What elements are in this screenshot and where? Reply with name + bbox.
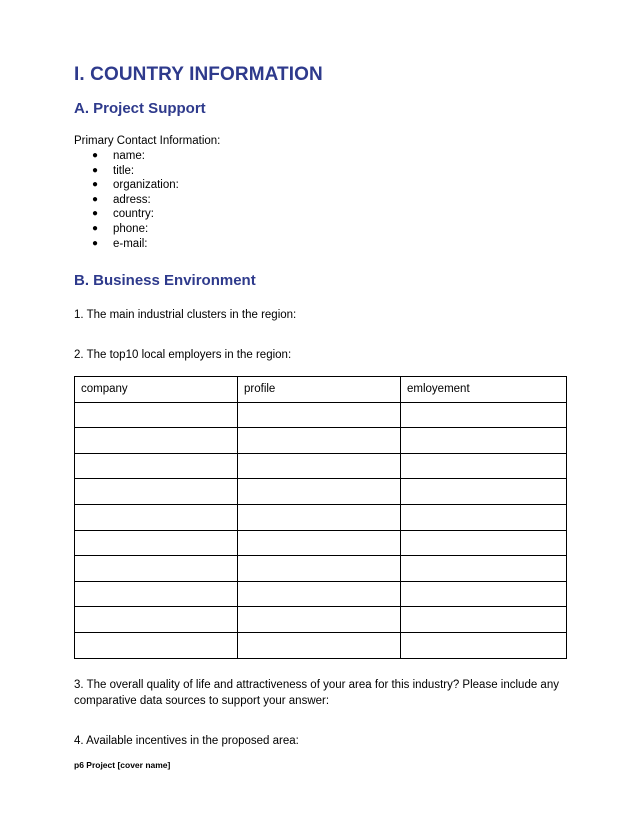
page-title: I. COUNTRY INFORMATION	[74, 64, 323, 85]
table-cell[interactable]	[238, 581, 401, 607]
list-item	[92, 149, 179, 164]
field-label: phone:	[113, 222, 149, 235]
list-item	[92, 164, 179, 179]
table-header-row	[75, 377, 567, 403]
table-row	[75, 530, 567, 556]
table-cell[interactable]	[401, 453, 567, 479]
column-header-company: company	[75, 377, 238, 403]
table-cell[interactable]	[401, 402, 567, 428]
question-4: 4. Available incentives in the proposed area:	[74, 735, 299, 747]
table-cell[interactable]	[401, 428, 567, 454]
table-cell[interactable]	[75, 428, 238, 454]
page-footer: p6 Project [cover name]	[74, 760, 171, 770]
question-1: 1. The main industrial clusters in the region:	[74, 309, 297, 321]
table-cell[interactable]	[401, 530, 567, 556]
table-cell[interactable]	[401, 607, 567, 633]
table-cell[interactable]	[401, 556, 567, 582]
field-label: e-mail:	[113, 237, 148, 250]
table-row	[75, 632, 567, 658]
table-cell[interactable]	[75, 632, 238, 658]
section-b-title: B. Business Environment	[74, 272, 256, 289]
bullet-icon: ●	[92, 193, 99, 205]
bullet-icon: ●	[92, 222, 99, 234]
field-label: country:	[113, 208, 154, 221]
table-cell[interactable]	[75, 581, 238, 607]
bullet-icon: ●	[92, 164, 99, 176]
table-row	[75, 581, 567, 607]
list-item	[92, 237, 179, 252]
table-cell[interactable]	[401, 632, 567, 658]
table-cell[interactable]	[238, 479, 401, 505]
table-cell[interactable]	[401, 581, 567, 607]
table-cell[interactable]	[238, 632, 401, 658]
table-cell[interactable]	[238, 607, 401, 633]
table-cell[interactable]	[238, 453, 401, 479]
list-item	[92, 193, 179, 208]
column-header-emloyement: emloyement	[401, 377, 567, 403]
field-label: name:	[113, 150, 145, 162]
bullet-icon: ●	[92, 150, 99, 161]
bullet-icon: ●	[92, 237, 99, 249]
employers-table	[74, 376, 567, 659]
table-row	[75, 479, 567, 505]
table-row	[75, 453, 567, 479]
table-cell[interactable]	[75, 402, 238, 428]
bullet-icon: ●	[92, 179, 99, 191]
table-cell[interactable]	[401, 479, 567, 505]
table-cell[interactable]	[238, 504, 401, 530]
list-item	[92, 207, 179, 222]
question-2: 2. The top10 local employers in the region:	[74, 349, 292, 361]
field-label: organization:	[113, 179, 179, 192]
list-item	[92, 222, 179, 237]
column-header-profile: profile	[238, 377, 401, 403]
table-row	[75, 556, 567, 582]
bullet-icon: ●	[92, 208, 99, 220]
table-cell[interactable]	[75, 479, 238, 505]
table-cell[interactable]	[75, 504, 238, 530]
table-cell[interactable]	[75, 530, 238, 556]
field-label: title:	[113, 164, 135, 177]
table-row	[75, 402, 567, 428]
field-label: adress:	[113, 193, 151, 206]
table-cell[interactable]	[238, 556, 401, 582]
section-a-title: A. Project Support	[74, 100, 206, 117]
table-row	[75, 607, 567, 633]
table-cell[interactable]	[238, 428, 401, 454]
table-cell[interactable]	[238, 402, 401, 428]
table-cell[interactable]	[238, 530, 401, 556]
table-cell[interactable]	[75, 607, 238, 633]
table-cell[interactable]	[75, 453, 238, 479]
list-item	[92, 178, 179, 193]
contact-label: Primary Contact Information:	[74, 135, 221, 147]
table-cell[interactable]	[75, 556, 238, 582]
table-row	[75, 428, 567, 454]
table-cell[interactable]	[401, 504, 567, 530]
question-3-line-1: 3. The overall quality of life and attractiveness of your area for this industry? Please include any	[74, 679, 559, 691]
contact-field-list	[92, 149, 179, 251]
question-3-line-2: comparative data sources to support your answer:	[74, 695, 330, 707]
table-row	[75, 504, 567, 530]
